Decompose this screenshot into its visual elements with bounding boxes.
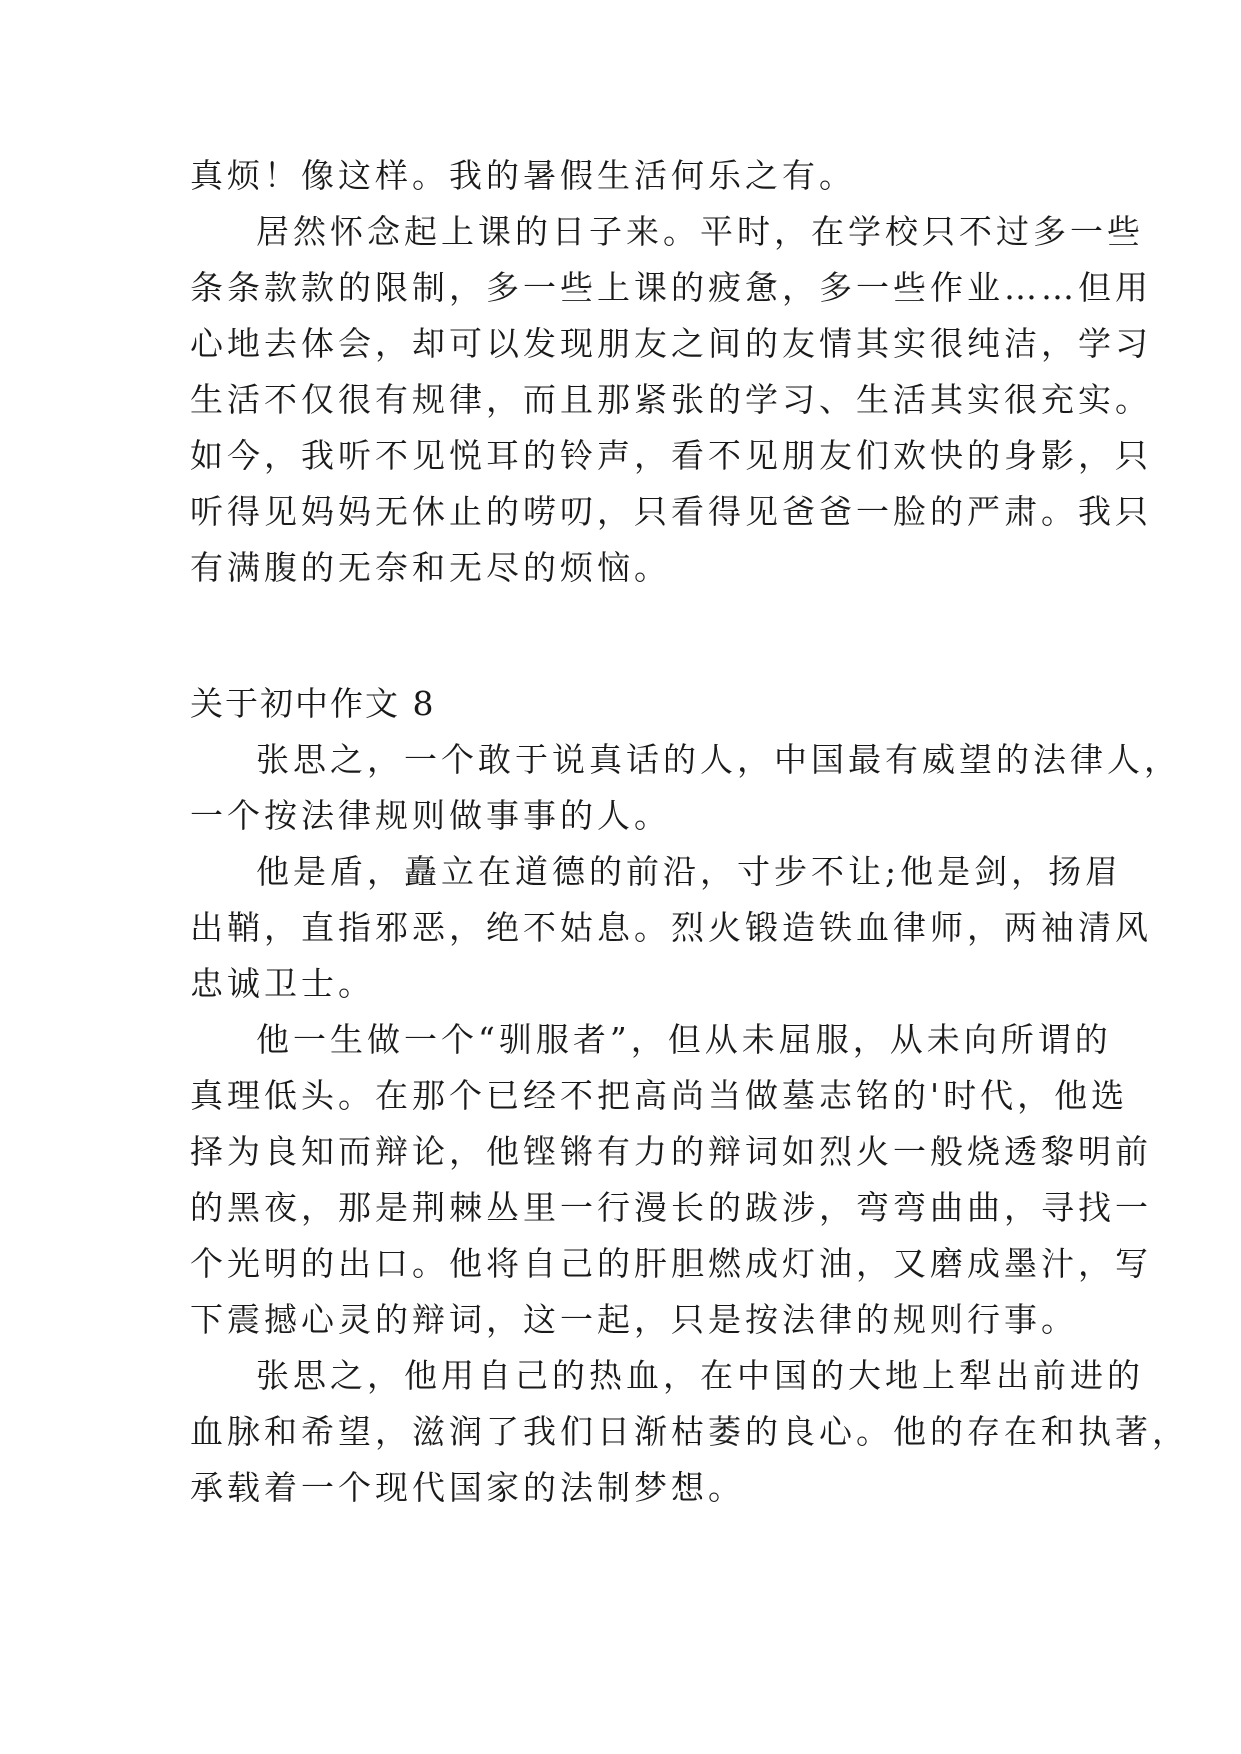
paragraph [190,844,1152,1012]
text-line: 张思之，他用自己的热血，在中国的大地上犁出前进的 [256,1356,1144,1395]
paragraph [190,1012,1152,1348]
text-line: 听得见妈妈无休止的唠叨，只看得见爸爸一脸的严肃。我只 [190,492,1152,531]
text-line: 出鞘，直指邪恶，绝不姑息。烈火锻造铁血律师，两袖清风 [190,908,1152,947]
text-line: 如今，我听不见悦耳的铃声，看不见朋友们欢快的身影，只 [190,436,1152,475]
text-line: 有满腹的无奈和无尽的烦恼。 [190,548,671,587]
text-line: 一个按法律规则做事事的人。 [190,796,671,835]
text-line: 他是盾，矗立在道德的前沿，寸步不让;他是剑，扬眉 [256,852,1123,891]
section-spacer [190,596,1060,676]
text-line: 下震撼心灵的辩词，这一起，只是按法律的规则行事。 [190,1300,1078,1339]
text-line: 真理低头。在那个已经不把高尚当做墓志铭的'时代，他选 [190,1076,1129,1115]
document-page [190,148,1189,1516]
text-line: 条条款款的限制，多一些上课的疲惫，多一些作业……但用 [190,268,1152,307]
paragraph [190,1348,1189,1516]
text-line: 张思之，一个敢于说真话的人，中国最有威望的法律人， [256,740,1181,779]
paragraph [190,204,1152,596]
text-line: 心地去体会，却可以发现朋友之间的友情其实很纯洁，学习 [190,324,1152,363]
text-line: 居然怀念起上课的日子来。平时，在学校只不过多一些 [256,212,1144,251]
text-line: 血脉和希望，滋润了我们日渐枯萎的良心。他的存在和执著， [190,1412,1189,1451]
section-heading: 关于初中作文 8 [190,684,436,723]
text-line: 真烦！像这样。我的暑假生活何乐之有。 [190,156,856,195]
text-line: 忠诚卫士。 [190,964,375,1003]
text-line: 个光明的出口。他将自己的肝胆燃成灯油，又磨成墨汁，写 [190,1244,1152,1283]
text-line: 生活不仅很有规律，而且那紧张的学习、生活其实很充实。 [190,380,1152,419]
text-line: 他一生做一个“驯服者”，但从未屈服，从未向所谓的 [256,1020,1112,1059]
paragraph [190,732,1181,844]
text-line: 的黑夜，那是荆棘丛里一行漫长的跋涉，弯弯曲曲，寻找一 [190,1188,1152,1227]
text-line: 承载着一个现代国家的法制梦想。 [190,1468,745,1507]
text-line: 择为良知而辩论，他铿锵有力的辩词如烈火一般烧透黎明前 [190,1132,1152,1171]
